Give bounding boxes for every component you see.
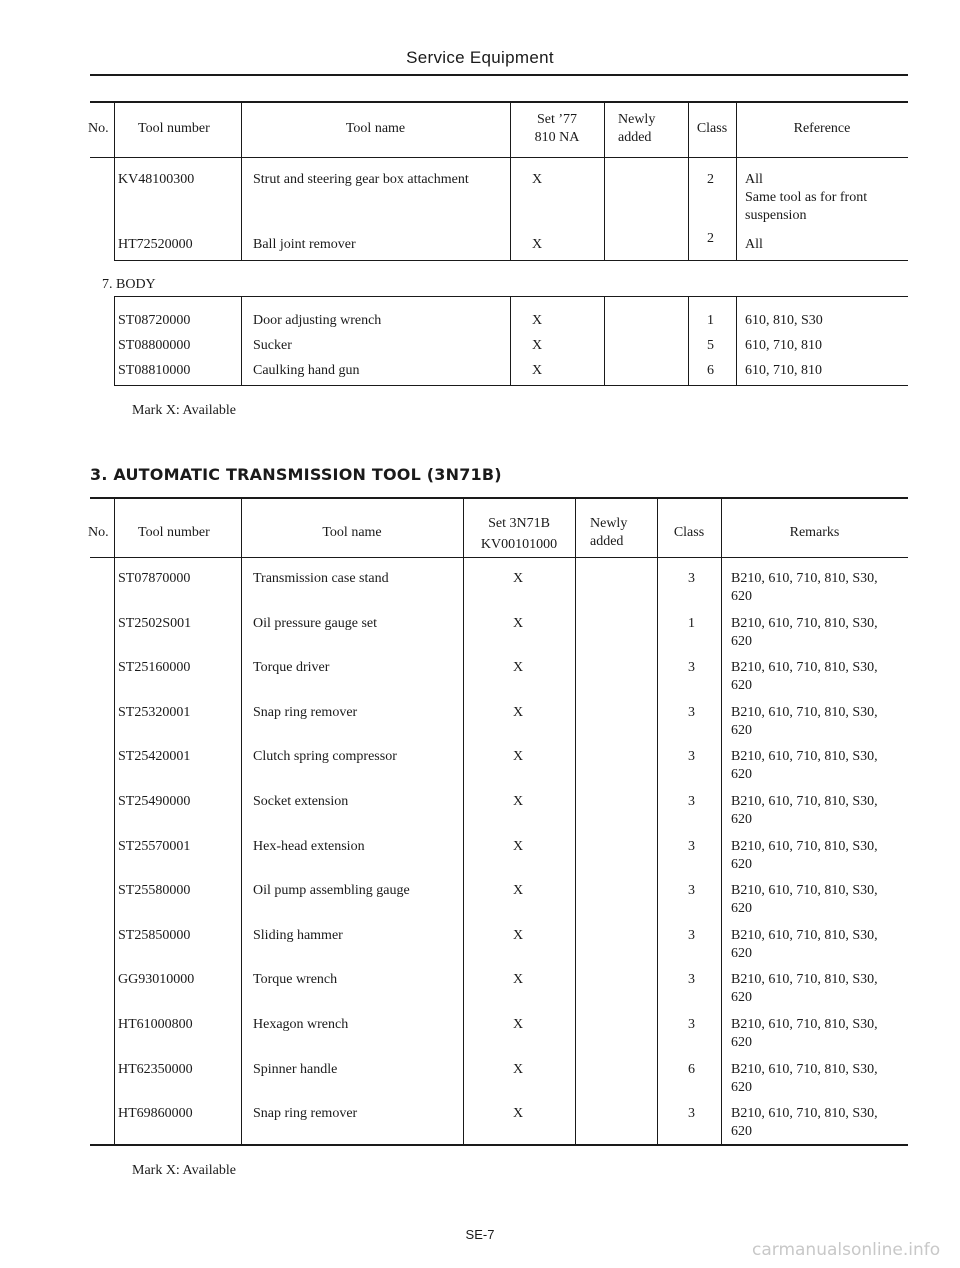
tool-number: ST08720000 xyxy=(118,313,191,328)
header-newly-added: Newly added xyxy=(590,516,628,549)
header-tool-number: Tool number xyxy=(138,525,210,540)
class-value: 3 xyxy=(688,1017,695,1032)
section-label-body: 7. BODY xyxy=(102,277,156,292)
header-no: No. xyxy=(88,121,109,136)
set-mark: X xyxy=(512,794,524,809)
col-divider xyxy=(241,296,242,385)
table-header-rule xyxy=(90,157,908,158)
remarks-line2: 620 xyxy=(731,946,752,961)
tool-number: GG93010000 xyxy=(118,972,195,987)
class-value: 3 xyxy=(688,571,695,586)
set-mark: X xyxy=(512,1062,524,1077)
remarks-line1: B210, 610, 710, 810, S30, xyxy=(731,883,878,898)
set-mark: X xyxy=(531,338,543,353)
reference-value: 610, 710, 810 xyxy=(745,338,822,353)
class-value: 1 xyxy=(707,313,714,328)
col-divider xyxy=(463,497,464,1144)
class-value: 3 xyxy=(688,1106,695,1121)
tool-number: HT69860000 xyxy=(118,1106,193,1121)
set-mark: X xyxy=(512,571,524,586)
tool-name: Sliding hammer xyxy=(253,928,343,943)
body-top-rule xyxy=(114,296,908,297)
remarks-line2: 620 xyxy=(731,857,752,872)
remarks-line1: B210, 610, 710, 810, S30, xyxy=(731,749,878,764)
class-value: 6 xyxy=(707,363,714,378)
header-class: Class xyxy=(673,525,705,540)
header-tool-name: Tool name xyxy=(345,121,406,136)
header-set: Set ’77 810 NA xyxy=(534,112,580,145)
class-value: 3 xyxy=(688,928,695,943)
body-bottom-rule xyxy=(114,385,908,386)
remarks-line2: 620 xyxy=(731,1035,752,1050)
page-title: Service Equipment xyxy=(406,48,554,67)
class-value: 2 xyxy=(707,231,714,246)
set-mark: X xyxy=(512,1106,524,1121)
class-value: 3 xyxy=(688,839,695,854)
class-value: 2 xyxy=(707,172,714,187)
tool-number: ST25490000 xyxy=(118,794,191,809)
remarks-line2: 620 xyxy=(731,990,752,1005)
set-mark: X xyxy=(512,660,524,675)
remarks-line1: B210, 610, 710, 810, S30, xyxy=(731,1017,878,1032)
header-reference: Reference xyxy=(793,121,851,136)
tool-number: KV48100300 xyxy=(118,172,195,187)
remarks-line1: B210, 610, 710, 810, S30, xyxy=(731,1106,878,1121)
reference-value: 610, 710, 810 xyxy=(745,363,822,378)
tool-number: HT62350000 xyxy=(118,1062,193,1077)
tool-number: ST07870000 xyxy=(118,571,191,586)
header-no: No. xyxy=(88,525,109,540)
remarks-line2: 620 xyxy=(731,1124,752,1139)
reference-value: All xyxy=(745,237,763,252)
remarks-line2: 620 xyxy=(731,1080,752,1095)
remarks-line1: B210, 610, 710, 810, S30, xyxy=(731,705,878,720)
remarks-line1: B210, 610, 710, 810, S30, xyxy=(731,571,878,586)
set-mark: X xyxy=(512,749,524,764)
tool-name: Transmission case stand xyxy=(253,571,389,586)
class-value: 3 xyxy=(688,705,695,720)
tool-name: Socket extension xyxy=(253,794,349,809)
set-mark: X xyxy=(512,839,524,854)
set-mark: X xyxy=(512,1017,524,1032)
remarks-line1: B210, 610, 710, 810, S30, xyxy=(731,794,878,809)
tool-name: Oil pump assembling gauge xyxy=(253,883,410,898)
remarks-line2: 620 xyxy=(731,812,752,827)
col-divider xyxy=(657,497,658,1144)
tool-name: Hexagon wrench xyxy=(253,1017,349,1032)
tool-number: ST25160000 xyxy=(118,660,191,675)
tool-name: Snap ring remover xyxy=(253,1106,358,1121)
tool-number: ST25850000 xyxy=(118,928,191,943)
tool-number: ST08810000 xyxy=(118,363,191,378)
header-tool-name: Tool name xyxy=(322,525,382,540)
section-heading: 3. AUTOMATIC TRANSMISSION TOOL (3N71B) xyxy=(90,465,502,484)
class-value: 3 xyxy=(688,883,695,898)
tool-number: ST2502S001 xyxy=(118,616,192,631)
tool-name: Clutch spring compressor xyxy=(253,749,397,764)
tool-name: Strut and steering gear box attachment xyxy=(253,172,469,187)
col-divider xyxy=(604,101,605,260)
tool-name: Snap ring remover xyxy=(253,705,358,720)
class-value: 3 xyxy=(688,972,695,987)
remarks-line2: 620 xyxy=(731,678,752,693)
table-top-rule xyxy=(90,497,908,499)
set-mark: X xyxy=(531,313,543,328)
watermark: carmanualsonline.info xyxy=(752,1240,941,1260)
remarks-line2: 620 xyxy=(731,901,752,916)
table-header-rule xyxy=(90,557,908,558)
tool-name: Torque wrench xyxy=(253,972,338,987)
reference-value: All Same tool as for front suspension xyxy=(745,172,868,223)
class-value: 1 xyxy=(688,616,695,631)
tool-name: Door adjusting wrench xyxy=(253,313,382,328)
tool-name: Spinner handle xyxy=(253,1062,338,1077)
col-divider xyxy=(114,497,115,1144)
set-mark: X xyxy=(531,363,543,378)
header-remarks: Remarks xyxy=(789,525,840,540)
remarks-line2: 620 xyxy=(731,767,752,782)
mark-note: Mark X: Available xyxy=(132,1163,236,1178)
set-mark: X xyxy=(512,972,524,987)
tool-number: ST25320001 xyxy=(118,705,191,720)
tool-name: Sucker xyxy=(253,338,292,353)
table-bottom-rule xyxy=(90,1144,908,1146)
set-mark: X xyxy=(512,616,524,631)
tool-number: ST25580000 xyxy=(118,883,191,898)
remarks-line1: B210, 610, 710, 810, S30, xyxy=(731,928,878,943)
remarks-line1: B210, 610, 710, 810, S30, xyxy=(731,660,878,675)
header-set: Set 3N71B KV00101000 xyxy=(480,516,558,552)
set-mark: X xyxy=(531,237,543,252)
tool-name: Oil pressure gauge set xyxy=(253,616,378,631)
reference-value: 610, 810, S30 xyxy=(745,313,823,328)
tool-name: Ball joint remover xyxy=(253,237,356,252)
class-value: 6 xyxy=(688,1062,695,1077)
header-rule xyxy=(90,74,908,76)
col-divider xyxy=(736,296,737,385)
header-tool-number: Tool number xyxy=(138,121,210,136)
table-top-rule xyxy=(90,101,908,103)
page-number: SE-7 xyxy=(465,1227,495,1242)
col-divider xyxy=(114,296,115,385)
tool-number: ST25420001 xyxy=(118,749,191,764)
col-divider xyxy=(604,296,605,385)
tool-name: Torque driver xyxy=(253,660,330,675)
class-value: 3 xyxy=(688,660,695,675)
remarks-line1: B210, 610, 710, 810, S30, xyxy=(731,616,878,631)
class-value: 3 xyxy=(688,794,695,809)
mark-note: Mark X: Available xyxy=(132,403,236,418)
header-class: Class xyxy=(696,121,728,136)
remarks-line1: B210, 610, 710, 810, S30, xyxy=(731,1062,878,1077)
class-value: 3 xyxy=(688,749,695,764)
table-block-rule xyxy=(114,260,908,261)
tool-number: HT61000800 xyxy=(118,1017,193,1032)
tool-name: Caulking hand gun xyxy=(253,363,360,378)
remarks-line2: 620 xyxy=(731,723,752,738)
remarks-line2: 620 xyxy=(731,634,752,649)
set-mark: X xyxy=(512,883,524,898)
remarks-line1: B210, 610, 710, 810, S30, xyxy=(731,972,878,987)
col-divider xyxy=(721,497,722,1144)
tool-number: ST25570001 xyxy=(118,839,191,854)
set-mark: X xyxy=(512,928,524,943)
tool-number: ST08800000 xyxy=(118,338,191,353)
col-divider xyxy=(241,497,242,1144)
col-divider xyxy=(114,101,115,260)
remarks-line1: B210, 610, 710, 810, S30, xyxy=(731,839,878,854)
tool-name: Hex-head extension xyxy=(253,839,365,854)
tool-number: HT72520000 xyxy=(118,237,193,252)
set-mark: X xyxy=(512,705,524,720)
header-newly-added: Newly added xyxy=(618,112,656,145)
col-divider xyxy=(575,497,576,1144)
set-mark: X xyxy=(531,172,543,187)
remarks-line2: 620 xyxy=(731,589,752,604)
class-value: 5 xyxy=(707,338,714,353)
